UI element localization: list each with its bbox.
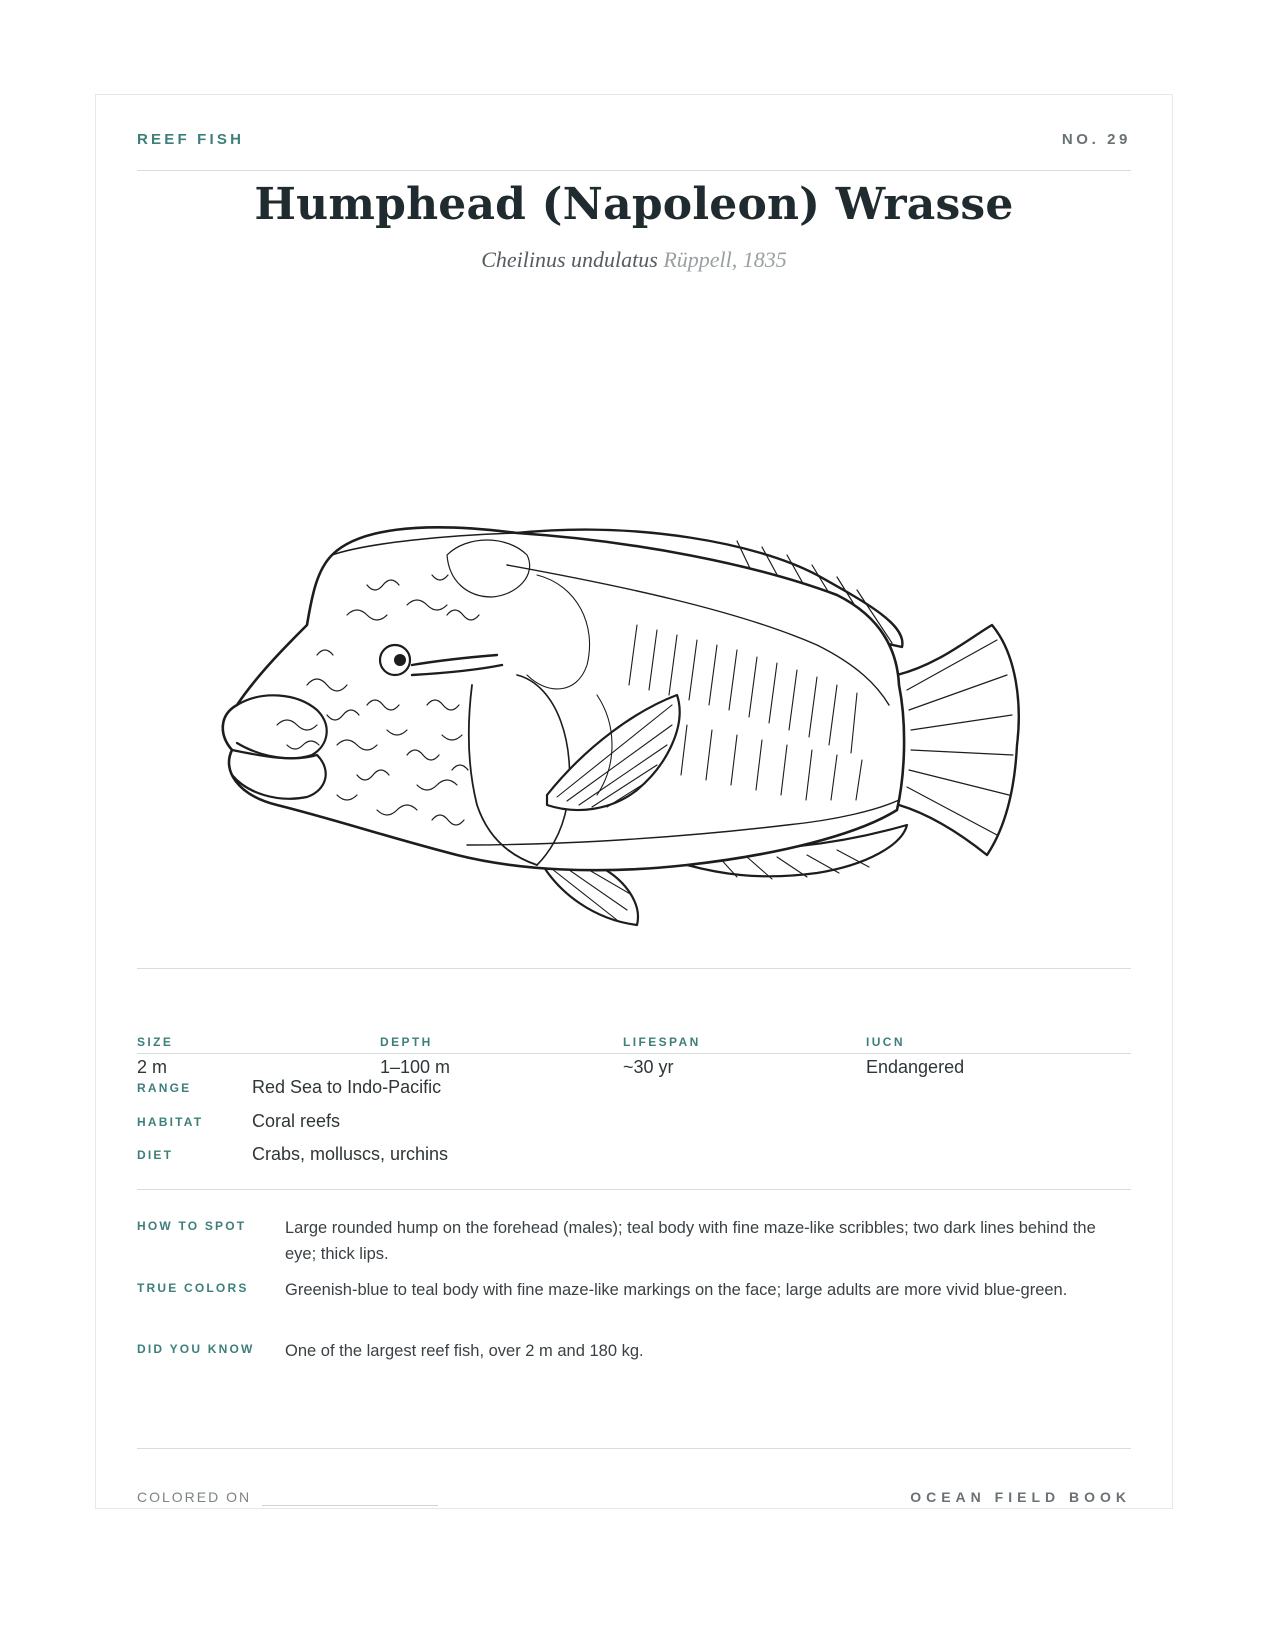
note-text: Greenish-blue to teal body with fine maze-like markings on the face; large adults are more vivid blue-green. <box>285 1281 1068 1299</box>
note-text: One of the largest reef fish, over 2 m and 180 kg. <box>285 1342 644 1360</box>
wrasse-illustration-icon <box>217 425 1067 985</box>
scientific-name: Cheilinus undulatus <box>481 247 658 272</box>
fact-size <box>137 1035 387 1078</box>
species-authority: Rüppell, 1835 <box>663 247 787 272</box>
detail-value: Crabs, molluscs, urchins <box>252 1144 449 1164</box>
fact-iucn <box>866 1035 1116 1078</box>
note-label: HOW TO SPOT <box>137 1219 247 1233</box>
detail-habitat <box>137 1111 1131 1135</box>
category-label: REEF FISH <box>137 131 245 148</box>
fact-value: ~30 yr <box>623 1057 674 1077</box>
fact-value: Endangered <box>866 1057 965 1077</box>
fact-label: LIFESPAN <box>623 1035 701 1049</box>
illustration-divider <box>137 968 1131 969</box>
note-text: Large rounded hump on the forehead (males); teal body with fine maze-like scribbles; two dark lines behind the eye; thick lips. <box>285 1219 1096 1263</box>
fact-label: SIZE <box>137 1035 174 1049</box>
details-divider <box>137 1189 1131 1190</box>
fact-depth <box>380 1035 630 1078</box>
species-subtitle <box>137 247 1131 273</box>
detail-range <box>137 1077 1131 1101</box>
card-header <box>137 131 1131 151</box>
fact-value: 1–100 m <box>380 1057 451 1077</box>
detail-diet <box>137 1144 1131 1168</box>
detail-value: Coral reefs <box>252 1111 341 1131</box>
card-content <box>137 95 1131 1508</box>
fact-lifespan <box>623 1035 873 1078</box>
facts-divider <box>137 1053 1131 1054</box>
species-card <box>95 94 1173 1509</box>
fact-label: DEPTH <box>380 1035 433 1049</box>
brand-name: OCEAN FIELD BOOK <box>910 1489 1131 1505</box>
fact-value: 2 m <box>137 1057 168 1077</box>
page-title: Humphead (Napoleon) Wrasse <box>254 179 1014 230</box>
detail-label: HABITAT <box>137 1115 204 1129</box>
detail-value: Red Sea to Indo-Pacific <box>252 1077 442 1097</box>
note-label: TRUE COLORS <box>137 1281 249 1295</box>
colored-on-label: COLORED ON <box>137 1489 252 1505</box>
note-label: DID YOU KNOW <box>137 1342 255 1356</box>
header-divider <box>137 170 1131 171</box>
colored-on-blank-line <box>262 1505 438 1506</box>
detail-label: DIET <box>137 1148 174 1162</box>
card-number: NO. 29 <box>1061 131 1131 148</box>
footer-divider <box>137 1448 1131 1449</box>
fact-label: IUCN <box>866 1035 905 1049</box>
detail-label: RANGE <box>137 1081 192 1095</box>
